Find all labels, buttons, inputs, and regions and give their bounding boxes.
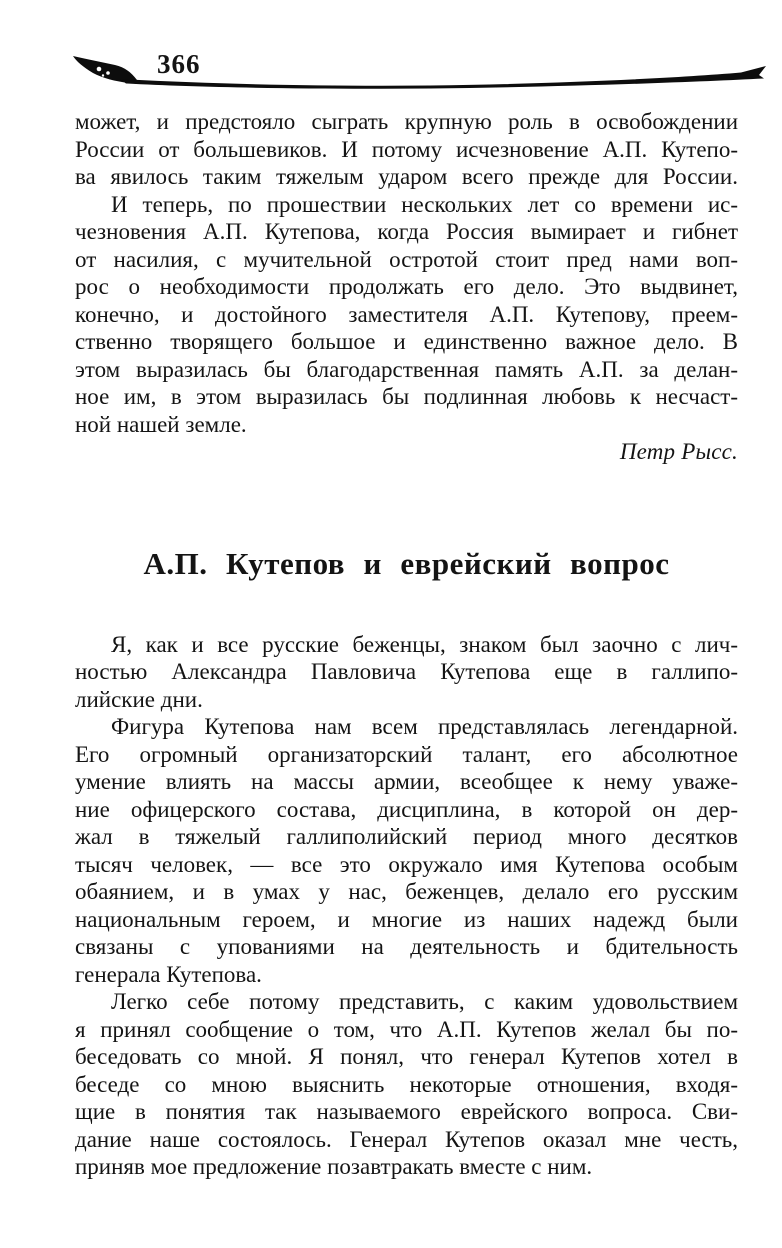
page-number: 366 — [157, 49, 201, 79]
text-line: национальным героем, и многие из наших надежд были — [75, 906, 738, 932]
text-line: щие в понятия так называемого еврейского вопроса. Сви- — [75, 1099, 738, 1124]
text-line: Легко себе потому представить, с каким удовольствием — [111, 989, 738, 1014]
article-body — [75, 631, 738, 1181]
text-line: ственно творящего большое и единственно важное дело. В — [75, 329, 738, 354]
text-line: лийские дни. — [75, 686, 203, 712]
author-signature: Петр Рысс. — [619, 439, 738, 464]
text-line: обаянием, и в умах у нас, беженцев, делало его русским — [75, 879, 738, 904]
text-line: России от большевиков. И потому исчезновение А.П. Кутепо- — [75, 136, 738, 162]
text-line: может, и предстояло сыграть крупную роль в освобождении — [75, 109, 738, 134]
text-line: от насилия, с мучительной остротой стоит пред нами воп- — [75, 246, 738, 272]
text-line: ной нашей земле. — [75, 411, 247, 437]
text-line: Я, как и все русские беженцы, знаком был заочно с лич- — [111, 631, 738, 657]
header-rule-ornament — [0, 0, 782, 110]
text-line: Фигура Кутепова нам всем представлялась легендарной. — [111, 714, 738, 739]
text-line: умение влиять на массы армии, всеобщее к нему уваже- — [75, 769, 738, 794]
text-line: тысяч человек, — все это окружало имя Кутепова особым — [75, 851, 738, 877]
text-line: связаны с упованиями на деятельность и бдительность — [75, 934, 738, 959]
text-line: дание наше состоялось. Генерал Кутепов оказал мне честь, — [75, 1126, 738, 1152]
text-line: жал в тяжелый галлиполийский период много десятков — [75, 824, 738, 849]
text-line: чезновения А.П. Кутепова, когда Россия вымирает и гибнет — [75, 219, 738, 244]
text-line: ва явилось таким тяжелым ударом всего прежде для России. — [75, 164, 738, 189]
text-line: приняв мое предложение позавтракать вместе с ним. — [75, 1154, 593, 1179]
previous-article-ending — [75, 108, 738, 438]
page-text-column — [75, 108, 738, 1181]
text-line: этом выразилась бы благодарственная память А.П. за делан- — [75, 356, 738, 382]
text-line: беседовать со мной. Я понял, что генерал Кутепов хотел в — [75, 1044, 738, 1069]
text-line: ностью Александра Павловича Кутепова еще в галлипо- — [75, 659, 738, 684]
text-line: генерала Кутепова. — [75, 961, 262, 987]
text-line: конечно, и достойного заместителя А.П. Кутепову, преем- — [75, 301, 738, 327]
text-line: ние офицерского состава, дисциплина, в которой он дер- — [75, 796, 738, 822]
text-line: рос о необходимости продолжать его дело. Это выдвинет, — [75, 274, 738, 299]
article-title: А.П. Кутепов и еврейский вопрос — [143, 545, 670, 581]
text-line: И теперь, по прошествии нескольких лет со времени ис- — [111, 191, 738, 217]
text-line: беседе со мною выяснить некоторые отношения, входя- — [75, 1071, 738, 1097]
text-line: ное им, в этом выразилась бы подлинная любовь к несчаст- — [75, 384, 738, 409]
text-line: я принял сообщение о том, что А.П. Кутепов желал бы по- — [75, 1016, 738, 1042]
text-line: Его огромный организаторский талант, его абсолютное — [75, 741, 738, 767]
